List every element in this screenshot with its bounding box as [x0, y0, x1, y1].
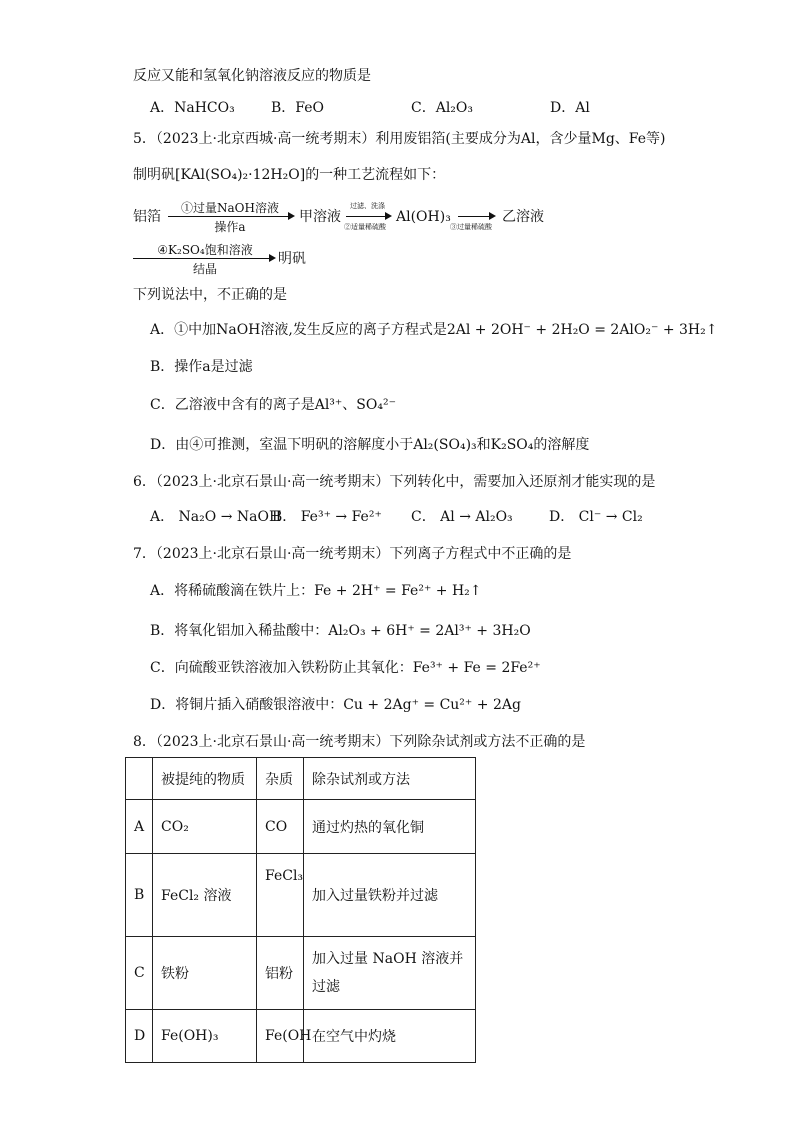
table-header-cell: 杂质: [257, 758, 304, 800]
flow-step4-bottom: 结晶: [192, 262, 217, 276]
q4-option-b[interactable]: B．FeO: [271, 100, 324, 116]
q6-option-c[interactable]: C． Al → Al₂O₃: [411, 509, 513, 525]
table-cell: 加入过量铁粉并过滤: [304, 854, 476, 937]
flow-step3-bottom: ③过量稀硫酸: [450, 223, 492, 231]
table-header-cell: 除杂试剂或方法: [304, 758, 476, 800]
flow-step1-top: ①过量NaOH溶液: [181, 201, 279, 215]
q6-option-a[interactable]: A． Na₂O → NaOH: [150, 509, 282, 525]
table-cell: B: [126, 854, 153, 937]
q5-stem-prefix: 制明矾: [133, 167, 175, 183]
q6-stem: 6．（2023上·北京石景山·高一统考期末）下列转化中，需要加入还原剂才能实现的是: [133, 474, 656, 490]
q6-option-d[interactable]: D． Cl⁻ → Cl₂: [549, 509, 643, 525]
table-cell: FeCl₃: [257, 854, 304, 937]
q7-option-d[interactable]: D．将铜片插入硝酸银溶液中：Cu + 2Ag⁺ = Cu²⁺ + 2Ag: [150, 697, 521, 713]
table-cell: 在空气中灼烧: [304, 1010, 476, 1063]
q5-stem-line1: 5．（2023上·北京西城·高一统考期末）利用废铝箔(主要成分为Al，含少量Mg、Fe等): [133, 131, 666, 147]
table-cell: Fe(OH: [257, 1010, 304, 1063]
q5-ask: 下列说法中，不正确的是: [133, 287, 287, 303]
table-cell: CO: [257, 800, 304, 854]
flow-mid2: Al(OH)₃: [396, 209, 451, 225]
q5-option-a[interactable]: A．①中加NaOH溶液,发生反应的离子方程式是2Al + 2OH⁻ + 2H₂O = 2AlO₂⁻ + 3H₂↑: [150, 322, 718, 338]
table-cell: FeCl₂ 溶液: [153, 854, 257, 937]
flow-step4-top: ④K₂SO₄饱和溶液: [157, 243, 253, 257]
flow-end: 明矾: [278, 251, 306, 267]
flow-mid3: 乙溶液: [502, 209, 544, 225]
q7-option-c[interactable]: C．向硫酸亚铁溶液加入铁粉防止其氧化：Fe³⁺ + Fe = 2Fe²⁺: [150, 660, 541, 676]
table-cell: D: [126, 1010, 153, 1063]
impurity-table: [125, 757, 476, 1063]
q8-stem: 8．（2023上·北京石景山·高一统考期末）下列除杂试剂或方法不正确的是: [133, 734, 586, 750]
q7-option-b[interactable]: B．将氧化铝加入稀盐酸中：Al₂O₃ + 6H⁺ = 2Al³⁺ + 3H₂O: [150, 623, 531, 639]
table-cell: Fe(OH)₃: [153, 1010, 257, 1063]
q5-option-c[interactable]: C．乙溶液中含有的离子是Al³⁺、SO₄²⁻: [150, 397, 396, 413]
table-row: [126, 854, 476, 937]
table-cell: 通过灼热的氧化铜: [304, 800, 476, 854]
q4-option-c[interactable]: C．Al₂O₃: [411, 100, 474, 116]
table-row: [126, 937, 476, 1010]
q7-option-a[interactable]: A．将稀硫酸滴在铁片上：Fe + 2H⁺ = Fe²⁺ + H₂↑: [150, 583, 482, 599]
flow-arrow4-head: [269, 254, 276, 262]
table-row: [126, 800, 476, 854]
flow-mid1: 甲溶液: [299, 209, 341, 225]
q5-stem-suffix: 的一种工艺流程如下：: [305, 167, 446, 183]
flow-start: 铝箔: [133, 209, 161, 225]
table-row: [126, 1010, 476, 1063]
table-cell: 加入过量 NaOH 溶液并过滤: [304, 937, 476, 1010]
table-cell: A: [126, 800, 153, 854]
q6-option-b[interactable]: B． Fe³⁺ → Fe²⁺: [272, 509, 382, 525]
q7-stem: 7．（2023上·北京石景山·高一统考期末）下列离子方程式中不正确的是: [133, 546, 572, 562]
q5-alum-formula: [KAl(SO₄)₂·12H₂O]: [175, 167, 306, 183]
q5-option-b[interactable]: B．操作a是过滤: [150, 359, 253, 375]
q5-stem-line2: [133, 165, 445, 185]
q4-stem-tail: 反应又能和氢氧化钠溶液反应的物质是: [133, 68, 371, 84]
table-cell: 铝粉: [257, 937, 304, 1010]
q4-option-a[interactable]: A．NaHCO₃: [150, 100, 235, 116]
flow-step1-bottom: 操作a: [214, 220, 246, 234]
flow-arrow3-head: [489, 212, 496, 220]
q5-option-d[interactable]: D．由④可推测，室温下明矾的溶解度小于Al₂(SO₄)₃和K₂SO₄的溶解度: [150, 437, 590, 453]
table-cell: C: [126, 937, 153, 1010]
table-header-cell: [126, 758, 153, 800]
q4-option-d[interactable]: D．Al: [550, 100, 590, 116]
table-header-cell: 被提纯的物质: [153, 758, 257, 800]
flow-arrow1: [168, 216, 288, 217]
flow-arrow2: [346, 216, 386, 217]
table-cell: 铁粉: [153, 937, 257, 1010]
flow-arrow4: [133, 258, 270, 259]
flow-step2-top: 过滤、洗涤: [350, 202, 385, 210]
flow-step2-bottom: ②适量稀硫酸: [344, 223, 386, 231]
flow-arrow3: [458, 216, 490, 217]
table-header-row: [126, 758, 476, 800]
table-cell: CO₂: [153, 800, 257, 854]
flow-arrow2-head: [385, 212, 392, 220]
